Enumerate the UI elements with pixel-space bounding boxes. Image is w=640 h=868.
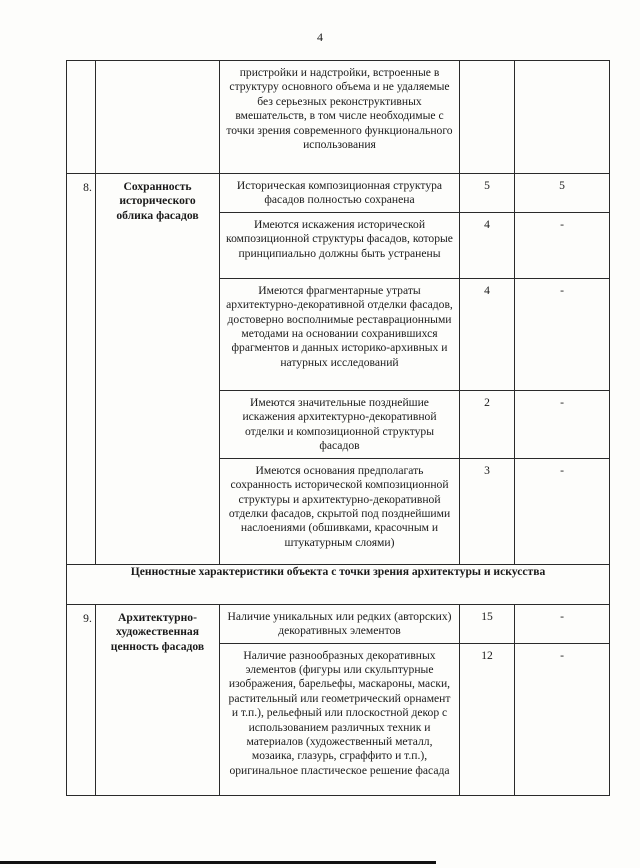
criterion-cell bbox=[96, 61, 220, 174]
result-cell: - bbox=[515, 212, 610, 278]
table-row bbox=[67, 604, 610, 643]
criterion-name-cell: Сохранность исторического облика фасадов bbox=[96, 174, 220, 565]
description-cell: Имеются значительные позднейшие искажения архитектурно-декоративной отделки и композиционной структуры фасадов bbox=[220, 390, 460, 458]
evaluation-table bbox=[66, 60, 610, 796]
description-cell: Имеются фрагментарные утраты архитектурно-декоративной отделки фасадов, достоверно восполнимые реставрационными методами на основании сохранившихся фрагментов и данных историко-архивных и натурных исследований bbox=[220, 278, 460, 390]
criterion-name-cell: Архитектурно-художественная ценность фасадов bbox=[96, 604, 220, 795]
score-cell: 15 bbox=[460, 604, 515, 643]
scan-edge-line bbox=[0, 861, 436, 864]
result-cell: - bbox=[515, 390, 610, 458]
result-cell: - bbox=[515, 278, 610, 390]
table-row bbox=[67, 61, 610, 174]
description-cell: Наличие уникальных или редких (авторских) декоративных элементов bbox=[220, 604, 460, 643]
result-cell: - bbox=[515, 604, 610, 643]
score-cell: 4 bbox=[460, 212, 515, 278]
num-cell: 8. bbox=[67, 174, 96, 565]
description-cell: Имеются искажения исторической композиционной структуры фасадов, которые принципиально должны быть устранены bbox=[220, 212, 460, 278]
section-title: Ценностные характеристики объекта с точки зрения архитектуры и искусства bbox=[67, 564, 610, 604]
result-cell: 5 bbox=[515, 174, 610, 213]
num-cell: 9. bbox=[67, 604, 96, 795]
page-number: 4 bbox=[317, 30, 323, 44]
description-cell: Наличие разнообразных декоративных элементов (фигуры или скульптурные изображения, барельефы, маскароны, маски, растительный или геометрический орнамент и т.п.), рельефный или плоскостной декор с использованием различных техник и материалов (художественный металл, мозаика, глазурь, сграффито и т.п.), оригинальное пластическое решение фасада bbox=[220, 643, 460, 795]
table-row bbox=[67, 174, 610, 213]
description-cell: пристройки и надстройки, встроенные в структуру основного объема и не удаляемые без серьезных реконструктивных вмешательств, в том числе необходимые с точки зрения современного функционального использования bbox=[220, 61, 460, 174]
score-cell: 5 bbox=[460, 174, 515, 213]
score-cell bbox=[460, 61, 515, 174]
num-cell bbox=[67, 61, 96, 174]
description-cell: Историческая композиционная структура фасадов полностью сохранена bbox=[220, 174, 460, 213]
result-cell bbox=[515, 61, 610, 174]
score-cell: 4 bbox=[460, 278, 515, 390]
result-cell: - bbox=[515, 458, 610, 564]
section-row bbox=[67, 564, 610, 604]
result-cell: - bbox=[515, 643, 610, 795]
description-cell: Имеются основания предполагать сохранность исторической композиционной структуры и архитектурно-декоративной отделки фасадов, скрытой под позднейшими наслоениями (обшивками, красочным и штукатурным слоями) bbox=[220, 458, 460, 564]
score-cell: 3 bbox=[460, 458, 515, 564]
score-cell: 2 bbox=[460, 390, 515, 458]
score-cell: 12 bbox=[460, 643, 515, 795]
